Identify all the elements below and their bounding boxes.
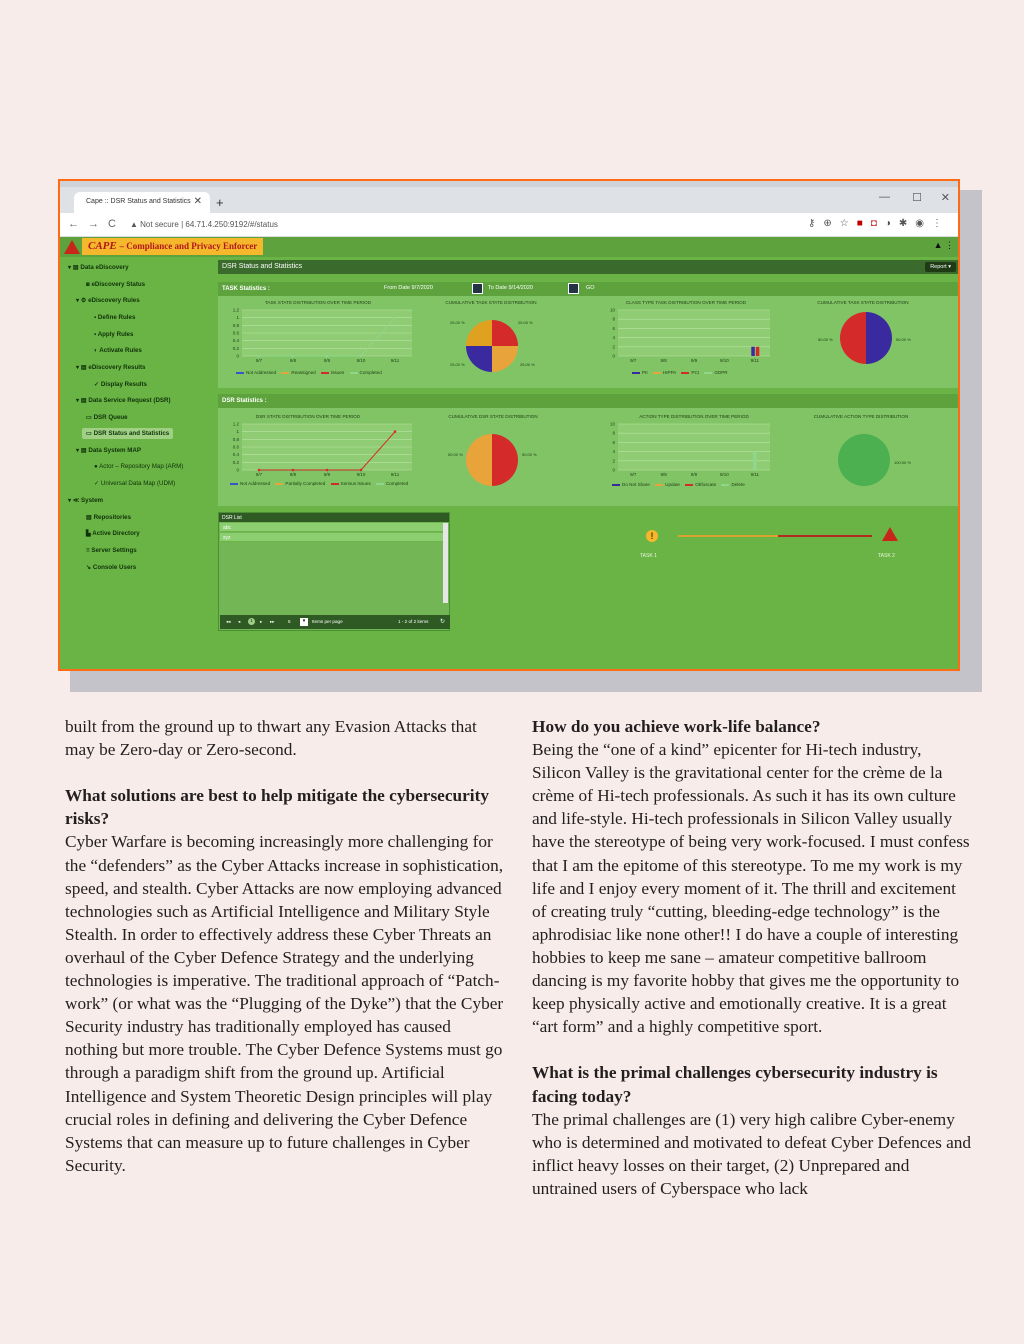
task-label: TASK 1 [640, 553, 657, 559]
profile-icon[interactable]: ◉ [915, 218, 932, 229]
data-point [292, 469, 295, 472]
url-field[interactable]: ▲ Not secure | 64.71.4.250:9192/#/status [130, 220, 278, 229]
address-bar [60, 213, 958, 237]
dsr-list [218, 512, 450, 631]
sidebar-item-repositories[interactable]: ▤ Repositories [86, 514, 132, 521]
x-tick-label: 9/11 [390, 358, 400, 363]
x-tick-label: 9/10 [720, 472, 729, 477]
sidebar [60, 257, 216, 671]
list-item[interactable]: abc [220, 523, 444, 532]
class-type-bar-chart [598, 306, 778, 368]
tab-title: Cape :: DSR Status and Statistics [86, 198, 191, 205]
browser-toolbar-icons [808, 218, 950, 229]
legend-label: Serious Issues [340, 481, 371, 486]
sidebar-item-display-results[interactable]: ✓ Display Results [94, 381, 147, 388]
article-left-column [65, 715, 505, 1177]
y-tick-label: 10 [609, 421, 615, 427]
x-tick-label: 9/7 [630, 472, 637, 477]
paragraph-gap [65, 761, 505, 784]
task-state-pie-2 [840, 312, 892, 364]
app-header [60, 237, 958, 257]
chart-title: CUMULATIVE ACTION TYPE DISTRIBUTION [813, 414, 909, 419]
browser-tab[interactable] [74, 192, 210, 213]
shield-icon[interactable]: ◘ [870, 218, 885, 229]
first-page-icon[interactable]: ◂◂ [226, 619, 231, 624]
legend-label: Delete [731, 482, 745, 487]
logo-icon [64, 240, 80, 254]
sidebar-item-label: eDiscovery Rules [88, 297, 140, 304]
x-tick-label: 9/8 [289, 358, 297, 363]
sidebar-item-label: Activate Rules [99, 347, 142, 354]
sidebar-item-data-system-map[interactable]: ▾ ▤ Data System MAP [76, 447, 142, 454]
x-tick-label: 9/8 [289, 472, 297, 477]
article-right-column [532, 715, 972, 1200]
legend-label: Completed [385, 481, 409, 486]
scrollbar[interactable] [443, 523, 448, 603]
sidebar-item-label: Universal Data Map (UDM) [100, 480, 176, 487]
dsr-statistics-header [218, 394, 958, 408]
bar [751, 347, 755, 356]
to-date-value: 9/14/2020 [508, 285, 533, 291]
task-statistics-section [218, 282, 958, 388]
key-icon[interactable]: ⚷ [808, 218, 824, 229]
x-tick-label: 9/10 [720, 358, 729, 363]
task-statistics-label: TASK Statistics : [222, 286, 270, 292]
x-tick-label: 9/8 [660, 472, 667, 477]
chart-title: CUMULATIVE TASK STATE DISTRIBUTION [817, 300, 909, 305]
logo-subtitle: Compliance and Privacy Enforcer [126, 241, 258, 251]
page-size-select[interactable]: 5 [288, 619, 291, 624]
sidebar-item-console-users[interactable]: ↘ Console Users [86, 564, 137, 571]
sidebar-item-dsr-queue[interactable]: ▭ DSR Queue [86, 414, 128, 421]
sidebar-item-label: DSR Status and Statistics [93, 430, 170, 437]
url-security-label: Not secure [140, 220, 179, 229]
dsr-state-line-chart [222, 420, 418, 480]
y-tick-label: 0.6 [232, 330, 239, 336]
page-number[interactable]: 1 [248, 618, 255, 625]
to-date-label: To Date [488, 285, 507, 291]
sidebar-item-ediscovery-status[interactable]: ◙ eDiscovery Status [86, 281, 146, 288]
legend-label: Not Addressed [240, 481, 271, 486]
sidebar-item-label: eDiscovery Status [91, 281, 146, 288]
next-page-icon[interactable]: ▸ [260, 619, 263, 624]
url-text: 64.71.4.250:9192/#/status [185, 220, 278, 229]
y-tick-label: 6 [612, 439, 615, 445]
close-window-icon[interactable]: ✕ [940, 192, 950, 204]
y-tick-label: 1 [236, 429, 239, 435]
timeline-segment [678, 535, 778, 537]
task-statistics-header [218, 282, 958, 296]
plot-area [618, 310, 770, 356]
report-button[interactable]: Report ▾ [925, 262, 956, 272]
y-tick-label: 1.2 [232, 307, 239, 313]
y-tick-label: 0.2 [232, 459, 239, 465]
chart-legend [628, 370, 728, 375]
y-tick-label: 4 [612, 335, 615, 341]
chart-title: ACTION TYPE DISTRIBUTION OVER TIME PERIOD [639, 414, 749, 419]
dsr-statistics-section [218, 394, 958, 506]
data-point [326, 355, 329, 358]
sidebar-item-ediscovery-results[interactable]: ▾ ▤ eDiscovery Results [76, 364, 146, 371]
y-tick-label: 10 [609, 307, 615, 313]
per-page-label: Items per page [312, 619, 343, 624]
pie-label: 25.00 % [520, 362, 535, 367]
data-point [394, 316, 397, 319]
warning-circle-icon[interactable]: ! [646, 530, 658, 542]
sidebar-item-label: Apply Rules [97, 331, 134, 338]
y-tick-label: 0 [236, 353, 239, 359]
minimize-icon[interactable]: — [879, 191, 890, 203]
sidebar-item-label: Active Directory [92, 530, 140, 537]
data-point [326, 469, 329, 472]
circle-icon[interactable]: ◑ [884, 218, 899, 229]
y-tick-label: 0 [612, 467, 615, 473]
refresh-icon[interactable]: ↻ [440, 619, 446, 625]
puzzle-icon[interactable]: ✱ [898, 218, 916, 229]
x-tick-label: 9/7 [630, 358, 637, 363]
x-tick-label: 9/11 [750, 358, 760, 363]
sidebar-item-label: Server Settings [91, 547, 137, 554]
maximize-icon[interactable]: ☐ [912, 192, 922, 204]
dsr-state-pie [466, 434, 518, 486]
bar [756, 347, 760, 356]
y-tick-label: 2 [612, 344, 615, 350]
menu-icon[interactable]: ⋮ [932, 218, 950, 229]
x-tick-label: 9/9 [690, 472, 698, 477]
chart-title: CUMULATIVE DSR STATE DISTRIBUTION [448, 414, 538, 419]
y-tick-label: 6 [612, 325, 615, 331]
sidebar-item-arm[interactable]: ● Actor – Repository Map (ARM) [94, 463, 184, 470]
legend-label: PII [642, 370, 648, 375]
data-point [258, 469, 261, 472]
y-tick-label: 8 [612, 316, 615, 322]
y-tick-label: 2 [612, 458, 615, 464]
plot-area [618, 424, 770, 470]
y-tick-label: 0.4 [232, 338, 239, 344]
chart-legend [608, 482, 745, 487]
question-heading: How do you achieve work-life balance? [532, 717, 821, 736]
pie-label: 50.00 % [448, 452, 463, 457]
timeline-segment [778, 535, 872, 537]
sidebar-item-data-ediscovery[interactable]: ▾ ▤ Data eDiscovery [68, 264, 129, 271]
x-tick-label: 9/7 [255, 358, 263, 363]
pie-label: 50.00 % [818, 337, 833, 342]
legend-label: Update [665, 482, 680, 487]
data-point [258, 355, 261, 358]
legend-label: PCI [691, 370, 700, 375]
chart-title: CUMULATIVE TASK STATE DISTRIBUTION [445, 300, 537, 305]
tab-strip [60, 181, 958, 187]
dsr-statistics-label: DSR Statistics : [222, 398, 267, 404]
list-item[interactable]: xyz [220, 533, 444, 542]
sidebar-item-label: System [81, 497, 104, 504]
sidebar-item-label: Repositories [93, 514, 132, 521]
page-titlebar [218, 260, 958, 274]
report-label: Report [930, 264, 947, 270]
from-date-field[interactable] [384, 285, 433, 291]
x-tick-label: 9/9 [690, 358, 698, 363]
data-point [394, 430, 397, 433]
chart-legend [226, 481, 416, 487]
chart-legend [232, 370, 382, 375]
sidebar-item-active-directory[interactable]: ▙ Active Directory [86, 530, 140, 537]
calendar-icon[interactable] [472, 283, 483, 294]
x-tick-label: 9/7 [255, 472, 263, 477]
legend-label: Obfuscate [695, 482, 717, 487]
paragraph: Being the “one of a kind” epicenter for Hi-tech industry, Silicon Valley is the gravitational center for the crème de la crème of Hi-tech professionals. As such it has its own culture and life-style. Hi-tech professionals in Silicon Valley usually have the stereotype of being very work-focused. I must confess that I am the epitome of this stereotype. To me my work is my life and I enjoy every moment of it. The thrill and excitement of creating truly “cutting, bleeding-edge technology” is the aphrodisiac like none other!! I do have a couple of interesting hobbies to keep me sane – amateur competitive ballroom dancing is my favorite hobby that gives me the opportunity to keep physically active and emotionally creative. It is a great “art form” and a highly competitive sport. [532, 740, 970, 1037]
sidebar-item-label: Data Service Request (DSR) [88, 397, 171, 404]
pie-label: 50.00 % [522, 452, 537, 457]
x-tick-label: 9/10 [356, 472, 366, 477]
paragraph: built from the ground up to thwart any Evasion Attacks that may be Zero-day or Zero-second. [65, 717, 477, 760]
back-icon[interactable]: ← [68, 218, 79, 230]
sidebar-item-ediscovery-rules[interactable]: ▾ ⚙ eDiscovery Rules [76, 297, 140, 304]
from-date-value: 9/7/2020 [411, 285, 433, 291]
legend-label: Reassigned [291, 370, 316, 375]
pie-label: 100.00 % [894, 460, 911, 465]
question-heading: What is the primal challenges cybersecurity industry is facing today? [532, 1063, 938, 1106]
paragraph: The primal challenges are (1) very high calibre Cyber-enemy who is determined and motivated to defeat Cyber Defences and inflict heavy losses on their target, (2) Unprepared and untrained users of Cyberspace who lack [532, 1109, 972, 1198]
logo-name: CAPE [88, 240, 117, 252]
sidebar-item-label: eDiscovery Results [88, 364, 146, 371]
task-state-line-chart [222, 306, 418, 368]
question-heading: What solutions are best to help mitigate the cybersecurity risks? [65, 786, 489, 829]
paragraph: Cyber Warfare is becoming increasingly more challenging for the “defenders” as the Cyber Attacks increase in sophistication, speed, and stealth. Cyber Attacks are now employing advanced technologies such as Artificial Intelligence and Military Style Stealth. In order to effectively address these Cyber Threats an overhaul of the Cyber Defence Strategy and the underlying technologies is imperative. The traditional approach of “Patch-work” (or what was the “Plugging of the Dyke”) that the Cyber Security industry has traditionally employed has caused nothing but more trouble. The Cyber Defence Systems must go through a paradigm shift from the ground up. Artificial Intelligence and System Theoretic Design principles will play crucial roles in defining and delivering the Cyber Defence Systems that can measure up to future challenges in Cyber Security. [65, 832, 504, 1175]
legend-label: Issues [330, 370, 345, 375]
sidebar-item-activate-rules[interactable]: ◐ Activate Rules [94, 347, 142, 354]
main-content [216, 257, 960, 671]
warning-icon: ▲ [130, 220, 138, 229]
legend-label: GDPR [714, 370, 728, 375]
last-page-icon[interactable]: ▸▸ [270, 619, 275, 624]
legend-label: Not Addressed [246, 370, 277, 375]
x-tick-label: 9/11 [390, 472, 400, 477]
y-tick-label: 0.8 [232, 322, 239, 328]
x-tick-label: 9/11 [750, 472, 760, 477]
dropdown-icon[interactable]: ▾ [300, 618, 308, 626]
y-tick-label: 0.8 [232, 436, 239, 442]
legend-label: Do Not Share [622, 482, 650, 487]
pager [220, 615, 450, 629]
extension-icon[interactable]: ■ [856, 218, 871, 229]
y-tick-label: 0 [612, 353, 615, 359]
sidebar-item-label: Actor – Repository Map (ARM) [99, 463, 184, 470]
y-tick-label: 4 [612, 449, 615, 455]
x-tick-label: 9/9 [323, 358, 331, 363]
y-tick-label: 1 [236, 315, 239, 321]
x-tick-label: 9/10 [356, 358, 366, 363]
action-type-pie [838, 434, 890, 486]
sidebar-item-label: Display Results [100, 381, 147, 388]
close-tab-icon[interactable]: ✕ [193, 196, 202, 207]
sidebar-item-data-service-request[interactable]: ▾ ▤ Data Service Request (DSR) [76, 397, 171, 404]
sidebar-item-label: Data System MAP [88, 447, 142, 454]
y-tick-label: 0 [236, 467, 239, 473]
y-tick-label: 0.2 [232, 345, 239, 351]
app-screenshot [58, 179, 960, 671]
forward-icon[interactable]: → [88, 218, 99, 230]
from-date-label: From Date [384, 285, 410, 291]
user-menu-icon[interactable]: ▲ ⋮ [933, 240, 954, 250]
chart-title: CLASS TYPE TASK DISTRIBUTION OVER TIME PERIOD [625, 300, 747, 305]
browser-tab-bar [60, 181, 958, 213]
page-title: DSR Status and Statistics [222, 263, 303, 270]
alert-triangle-icon[interactable] [882, 527, 898, 541]
pie-label: 50.00 % [896, 337, 911, 342]
y-tick-label: 8 [612, 430, 615, 436]
sidebar-item-system[interactable]: ▾ ≪ System [68, 497, 104, 504]
zoom-icon[interactable]: ⊕ [823, 218, 840, 229]
app-logo[interactable]: CAPE – Compliance and Privacy Enforcer [82, 238, 263, 255]
pie-label: 25.00 % [450, 320, 465, 325]
sidebar-item-apply-rules[interactable]: ▪ Apply Rules [94, 331, 134, 338]
sidebar-item-label: Define Rules [97, 314, 136, 321]
pie-label: 25.00 % [450, 362, 465, 367]
bar [753, 452, 757, 470]
y-tick-label: 1.2 [232, 421, 239, 427]
sidebar-item-dsr-status[interactable]: ▭ DSR Status and Statistics [82, 428, 173, 439]
action-type-bar-chart [598, 420, 778, 480]
sidebar-item-label: DSR Queue [93, 414, 128, 421]
legend-label: HIPPA [662, 370, 677, 375]
go-button[interactable]: GO [586, 285, 595, 291]
sidebar-item-label: Data eDiscovery [80, 264, 129, 271]
range-label: 1 - 2 of 2 items [398, 619, 429, 624]
calendar-icon[interactable] [568, 283, 579, 294]
new-tab-icon[interactable]: + [216, 195, 224, 210]
y-tick-label: 0.6 [232, 444, 239, 450]
chart-title: DSR STATE DISTRIBUTION OVER TIME PERIOD [255, 414, 361, 419]
legend-label: Completed [359, 370, 382, 375]
data-point [360, 355, 363, 358]
sidebar-item-udm[interactable]: ✓ Universal Data Map (UDM) [94, 480, 176, 487]
data-point [360, 469, 363, 472]
data-point [292, 355, 295, 358]
chart-title: TASK STATE DISTRIBUTION OVER TIME PERIOD [264, 300, 372, 305]
to-date-field[interactable] [488, 285, 533, 291]
task-state-pie [466, 320, 518, 372]
prev-page-icon[interactable]: ◂ [238, 619, 241, 624]
y-tick-label: 0.4 [232, 452, 239, 458]
sidebar-item-define-rules[interactable]: ▪ Define Rules [94, 314, 136, 321]
paragraph-gap [532, 1038, 972, 1061]
star-icon[interactable]: ☆ [839, 218, 857, 229]
legend-label: Partially Completed [285, 481, 326, 486]
pie-label: 25.00 % [518, 320, 533, 325]
dsr-list-header: DSR List [219, 513, 449, 522]
reload-icon[interactable]: C [108, 218, 116, 230]
sidebar-item-label: Console Users [92, 564, 137, 571]
x-tick-label: 9/8 [660, 358, 667, 363]
sidebar-item-server-settings[interactable]: ≡ Server Settings [86, 547, 137, 554]
task-label: TASK 2 [878, 553, 895, 559]
x-tick-label: 9/9 [323, 472, 331, 477]
